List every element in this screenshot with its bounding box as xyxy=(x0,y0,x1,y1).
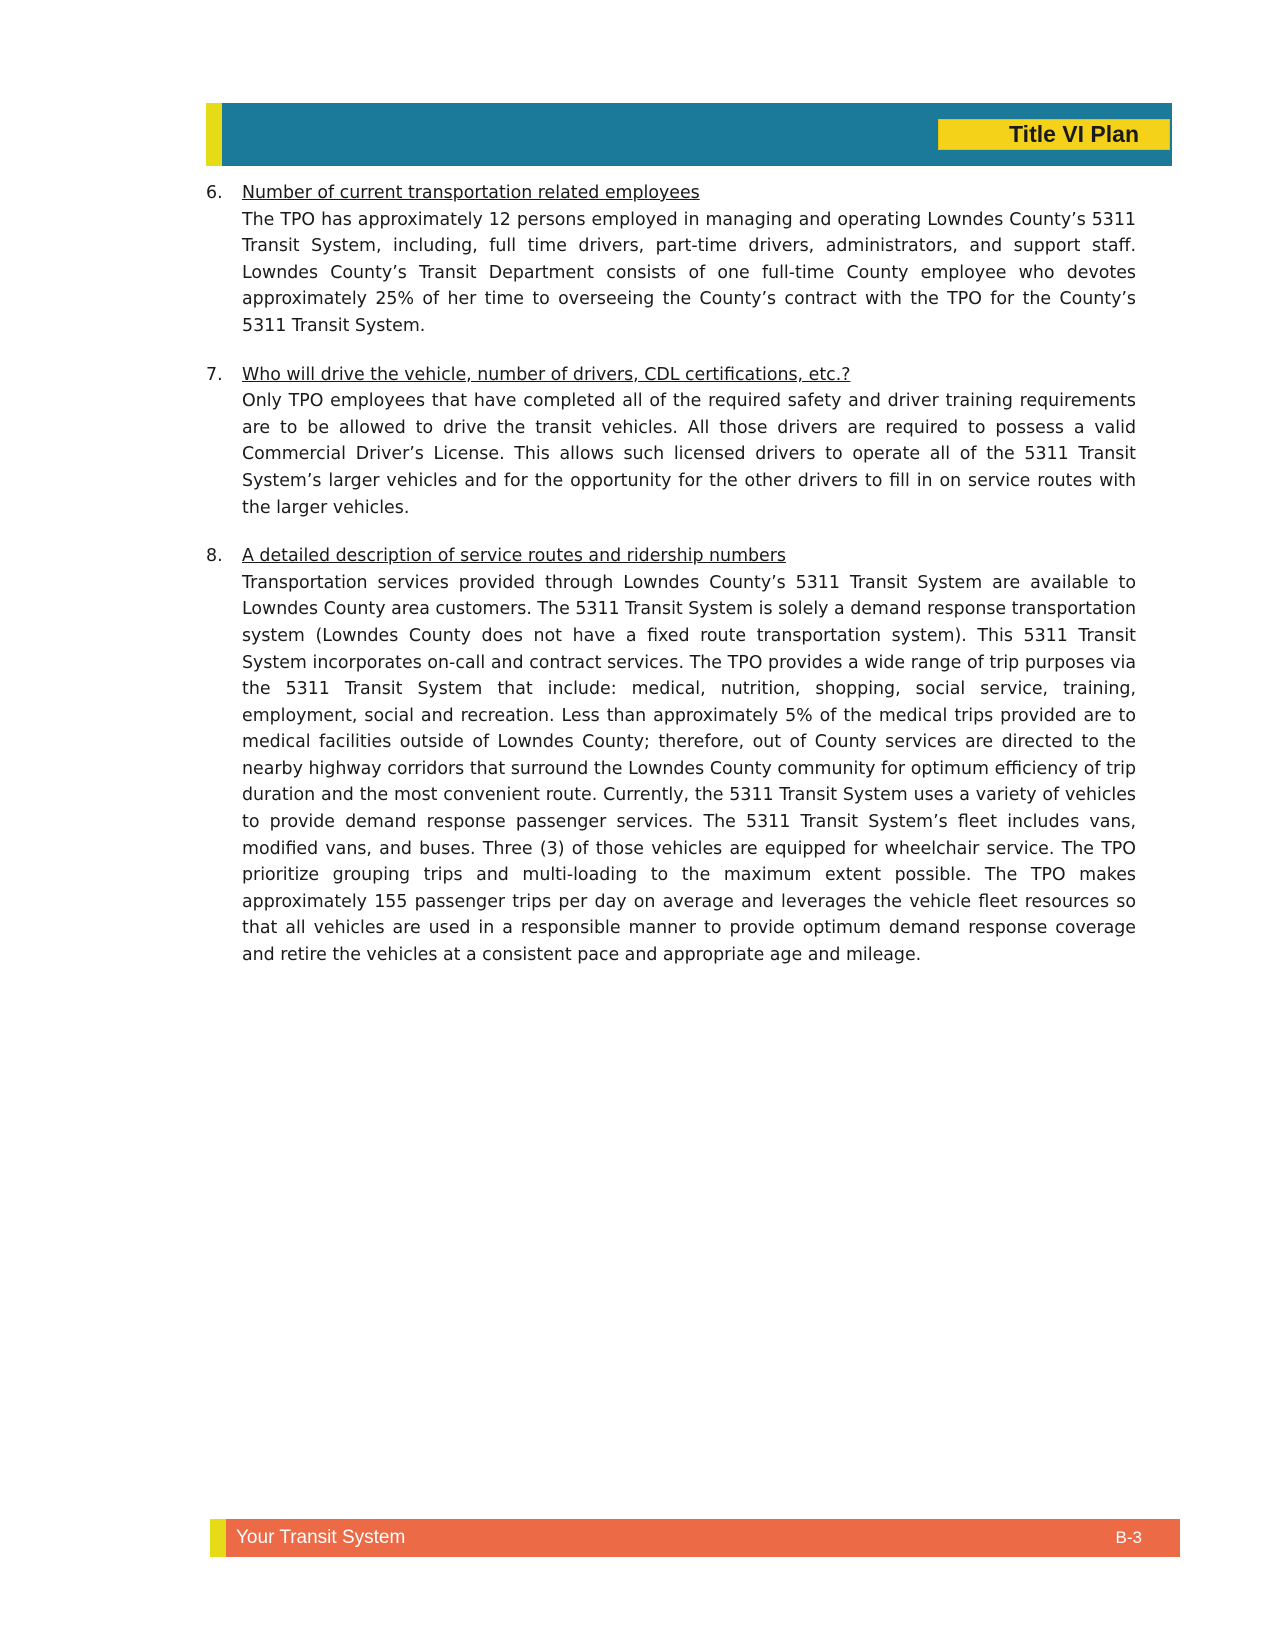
footer-accent-stripe xyxy=(210,1519,226,1557)
header-accent-stripe xyxy=(206,103,222,166)
item-body: The TPO has approximately 12 persons employed in managing and operating Lowndes County’s 5311 Transit System, including, full time drivers, part-time drivers, administrators, and support staff. Lowndes County’s Transit Department consists of one full-time County employee who devotes approximately 25% of her time to overseeing the County’s contract with the TPO for the County’s 5311 Transit System. xyxy=(242,209,1136,336)
item-body: Transportation services provided through Lowndes County’s 5311 Transit System are available to Lowndes County area customers. The 5311 Transit System is solely a demand response transportation system (Lowndes County does not have a fixed route transportation system). This 5311 Transit System incorporates on-call and contract services. The TPO provides a wide range of trip purposes via the 5311 Transit System that include: medical, nutrition, shopping, social service, training, employment, social and recreation. Less than approximately 5% of the medical trips provided are to medical facilities outside of Lowndes County; therefore, out of County services are directed to the nearby highway corridors that surround the Lowndes County community for optimum efficiency of trip duration and the most convenient route. Currently, the 5311 Transit System uses a variety of vehicles to provide demand response passenger services. The 5311 Transit System’s fleet includes vans, modified vans, and buses. Three (3) of those vehicles are equipped for wheelchair service. The TPO prioritize grouping trips and multi-loading to the maximum extent possible. The TPO makes approximately 155 passenger trips per day on average and leverages the vehicle fleet resources so that all vehicles are used in a responsible manner to provide optimum demand response coverage and retire the vehicles at a consistent pace and appropriate age and mileage. xyxy=(242,572,1136,966)
item-heading: A detailed description of service routes and ridership numbers xyxy=(242,546,786,567)
item-heading: Number of current transportation related employees xyxy=(242,183,700,203)
header-banner xyxy=(206,103,1172,166)
footer-banner xyxy=(210,1519,1180,1557)
page-number: B-3 xyxy=(1115,1528,1142,1547)
item-number: 6. xyxy=(206,183,223,203)
list-item-6 xyxy=(206,180,1136,340)
item-number: 8. xyxy=(206,546,223,567)
list-item-8 xyxy=(206,543,1136,969)
footer-system-name: Your Transit System xyxy=(236,1527,406,1548)
document-title: Title VI Plan xyxy=(1009,121,1139,147)
item-heading: Who will drive the vehicle, number of drivers, CDL certifications, etc.? xyxy=(242,364,851,385)
header-title-box xyxy=(938,119,1170,150)
document-content xyxy=(206,180,1136,991)
item-body: Only TPO employees that have completed all of the required safety and driver training requirements are to be allowed to drive the transit vehicles. All those drivers are required to possess a valid Commercial Driver’s License. This allows such licensed drivers to operate all of the 5311 Transit System’s larger vehicles and for the opportunity for the other drivers to fill in on service routes with the larger vehicles. xyxy=(242,391,1136,518)
item-number: 7. xyxy=(206,364,223,385)
list-item-7 xyxy=(206,362,1136,522)
